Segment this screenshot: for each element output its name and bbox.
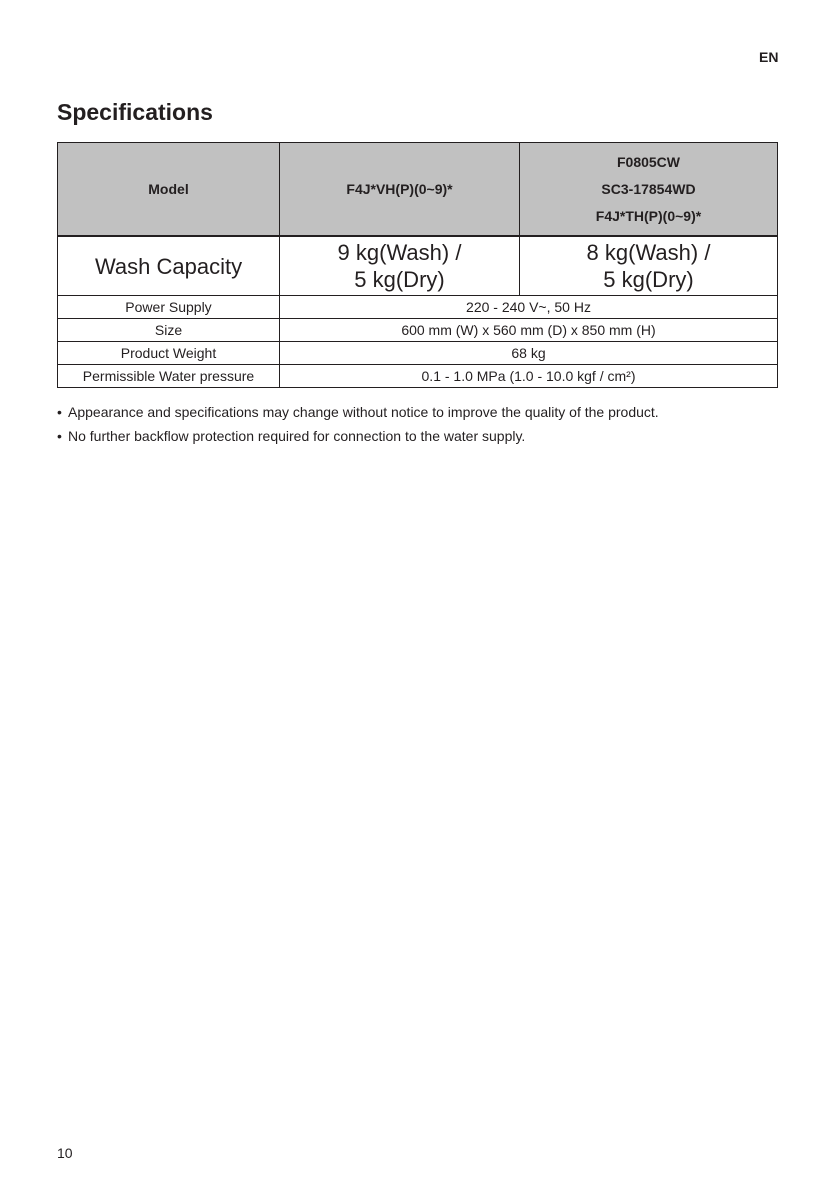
- table-row: [58, 319, 778, 342]
- row-label: Power Supply: [58, 296, 280, 319]
- model-header: Model: [58, 143, 280, 237]
- table-row: [58, 365, 778, 388]
- capacity-label: Wash Capacity: [58, 236, 280, 296]
- capacity-value-1: [280, 236, 520, 296]
- capacity-value-2: [520, 236, 778, 296]
- model-f0805cw: F0805CW: [616, 154, 681, 170]
- bullet-icon: •: [57, 404, 62, 420]
- row-label: Size: [58, 319, 280, 342]
- note-text: No further backflow protection required for connection to the water supply.: [68, 428, 526, 444]
- table-row: [58, 342, 778, 365]
- row-value: 220 - 240 V~, 50 Hz: [280, 296, 778, 319]
- capacity-2-wash: 8 kg(Wash) /: [586, 240, 711, 265]
- row-label: Permissible Water pressure: [58, 365, 280, 388]
- row-label: Product Weight: [58, 342, 280, 365]
- table-row: [58, 296, 778, 319]
- table-header-row: [58, 143, 778, 237]
- capacity-2-dry: 5 kg(Dry): [603, 267, 694, 292]
- page-number: 10: [57, 1145, 73, 1161]
- notes-list: [57, 400, 659, 448]
- capacity-1-dry: 5 kg(Dry): [354, 267, 445, 292]
- list-item: [57, 400, 659, 424]
- spec-table: [57, 142, 778, 388]
- row-value: 0.1 - 1.0 MPa (1.0 - 10.0 kgf / cm²): [280, 365, 778, 388]
- row-value: 600 mm (W) x 560 mm (D) x 850 mm (H): [280, 319, 778, 342]
- page-title: Specifications: [57, 99, 213, 125]
- table-row-capacity: [58, 236, 778, 296]
- model-f4jvh: F4J*VH(P)(0~9)*: [280, 143, 520, 237]
- note-text: Appearance and specifications may change without notice to improve the quality of the product.: [68, 404, 659, 420]
- row-value: 68 kg: [280, 342, 778, 365]
- model-group-2: [520, 143, 778, 237]
- language-label: EN: [759, 49, 779, 65]
- model-sc3: SC3-17854WD: [601, 181, 696, 197]
- list-item: [57, 424, 659, 448]
- bullet-icon: •: [57, 428, 62, 444]
- model-f4jth: F4J*TH(P)(0~9)*: [595, 208, 702, 224]
- capacity-1-wash: 9 kg(Wash) /: [337, 240, 462, 265]
